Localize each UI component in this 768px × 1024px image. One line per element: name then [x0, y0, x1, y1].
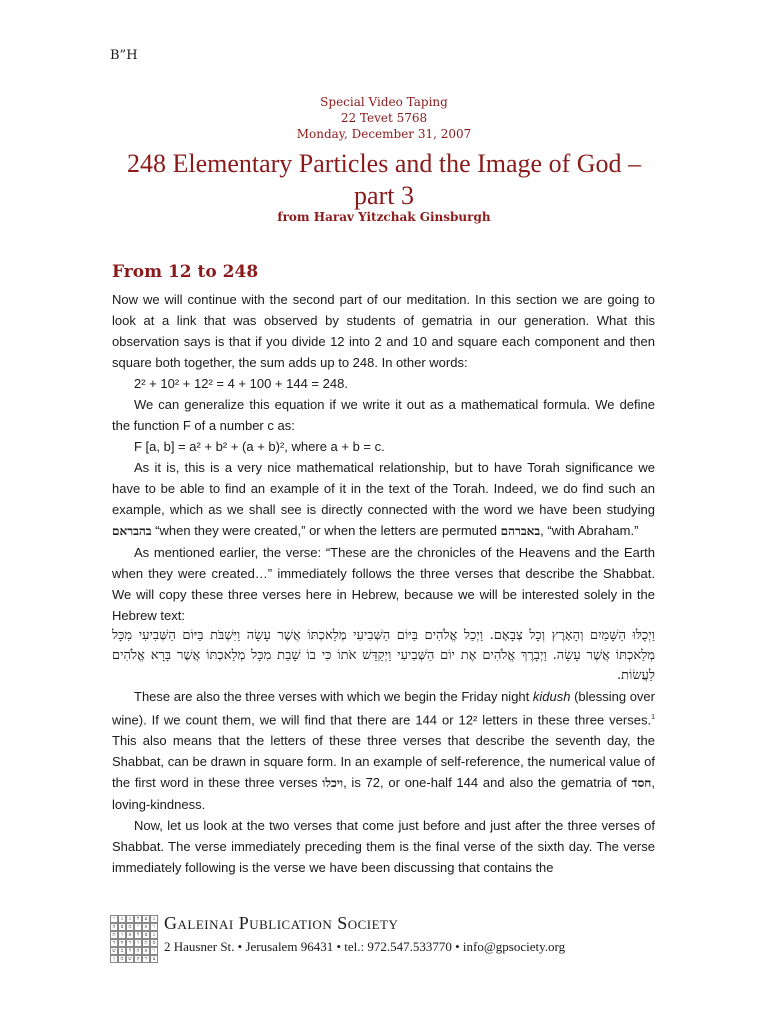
society-address: 2 Hausner St. • Jerusalem 96431 • tel.: 972.547.533770 • info@gpsociety.org: [164, 939, 566, 954]
society-logo-icon: [110, 915, 158, 963]
logo-cell: ע: [142, 915, 150, 923]
logo-cell: י: [110, 915, 118, 923]
logo-cell: י: [134, 923, 142, 931]
formula-2: F [a, b] = a² + b² + (a + b)², where a + b = c.: [134, 439, 385, 454]
logo-cell: ג: [118, 915, 126, 923]
logo-cell: פ: [118, 923, 126, 931]
logo-cell: צ: [150, 955, 158, 963]
logo-cell: נ: [150, 931, 158, 939]
logo-cell: ש: [110, 947, 118, 955]
logo-cell: ג: [150, 915, 158, 923]
logo-cell: ת: [110, 931, 118, 939]
logo-cell: נ: [126, 915, 134, 923]
logo-cell: ח: [118, 939, 126, 947]
title-line-1: 248 Elementary Particles and the Image of God –: [126, 149, 642, 178]
paragraph-2: We can generalize this equation if we write it out as a mathematical formula. We define the function F of a number c as:: [112, 397, 655, 433]
footnote-ref: 1: [651, 714, 655, 721]
logo-cell: פ: [142, 931, 150, 939]
logo-cell: א: [142, 923, 150, 931]
logo-cell: מ: [126, 923, 134, 931]
logo-cell: ק: [134, 955, 142, 963]
formula-1: 2² + 10² + 12² = 4 + 100 + 144 = 248.: [134, 376, 348, 391]
hebrew-word-bavraham: באברהם: [500, 524, 541, 538]
section-heading: From 12 to 248: [112, 262, 259, 282]
logo-cell: א: [126, 931, 134, 939]
paragraph-4: As mentioned earlier, the verse: “These are the chronicles of the Heavens and the Earth when they were created…” immediately follows the three verses that describe the Shabbat. We will copy these three verses here in Hebrew, because we will be interested solely in the Hebrew text:: [112, 545, 655, 623]
society-name: Galeinai Publication Society: [164, 913, 399, 933]
logo-cell: ו: [150, 923, 158, 931]
hebrew-word-bhibaram: בהבראם: [112, 524, 152, 538]
paragraph-3: As it is, this is a very nice mathematical relationship, but to have Torah significance we have to be able to find an example of it in the text of the Torah. Indeed, we do find such an example, which as we shall see is directly connected with the word we have been studying בהבראם “when they were created,” or when the letters are permuted באברהם, “with Abraham.”: [112, 460, 655, 538]
hebrew-date: 22 Tevet 5768: [340, 111, 428, 125]
paragraph-5: These are also the three verses with which we begin the Friday night kidush (blessing over wine). If we count them, we will find that there are 144 or 12² letters in these three verses.$^1$ This also means that the letters of these three verses that describe the seventh day, the Shabbat, can be drawn in square form. In an example of self-reference, the numerical value of the first word in these three verses ויכלו, is 72, or one-half 144 and also the gematria of חסד, loving-kindness.: [112, 689, 655, 813]
logo-cell: ת: [142, 939, 150, 947]
logo-cell: ל: [134, 915, 142, 923]
hebrew-verses: וַיְכֻלּוּ הַשָּׁמַיִם וְהָאָרֶץ וְכָל צְבָאָם. וַיְכַל אֱלֹהִים בַּיּוֹם הַשְּׁבִיעִי מְלַאכְתּוֹ אֲשֶׁר עָשָׂה וַיִּשְׁבֹּת בַּיּוֹם הַשְּׁבִיעִי מִכָּל מְלַאכְתּוֹ אֲשֶׁר עָשָׂה. וַיְבָרֶךְ אֱלֹהִים אֶת יוֹם הַשְּׁבִיעִי וַיְקַדֵּשׁ אֹתוֹ כִּי בוֹ שָׁבַת מִכָּל מְלַאכְתּוֹ אֲשֶׁר בָּרָא אֱלֹהִים לַעֲשׂוֹת.: [112, 628, 655, 683]
logo-cell: ה: [110, 923, 118, 931]
logo-cell: ו: [118, 931, 126, 939]
title-line-2: part 3: [354, 181, 414, 210]
bh-mark: B”H: [110, 48, 138, 63]
logo-cell: ל: [134, 931, 142, 939]
footer: [110, 913, 670, 963]
gregorian-date: Monday, December 31, 2007: [296, 127, 472, 141]
logo-cell: ה: [134, 947, 142, 955]
logo-cell: ר: [126, 939, 134, 947]
logo-cell: ד: [110, 939, 118, 947]
hebrew-word-chesed: חסד: [631, 776, 652, 791]
page-title: [0, 148, 768, 212]
logo-cell: ו: [134, 939, 142, 947]
article-body: [112, 289, 655, 878]
logo-cell: ס: [150, 939, 158, 947]
logo-cell: ו: [150, 947, 158, 955]
event-label: Special Video Taping: [320, 95, 448, 109]
paragraph-1: Now we will continue with the second part of our meditation. In this section we are going to look at a link that was observed by students of gematria in our generation. What this observation says is that if you divide 12 into 2 and 10 and square each component and then square both together, the sum adds up to 248. In other words:: [112, 292, 655, 370]
logo-cell: א: [142, 947, 150, 955]
paragraph-6: Now, let us look at the two verses that come just before and just after the three verses of Shabbat. The verse immediately preceding them is the final verse of the sixth day. The verse immediately following is the verse we have been discussing that contains the: [112, 818, 655, 876]
logo-cell: ב: [118, 947, 126, 955]
logo-cell: ר: [142, 955, 150, 963]
hebrew-word-vayechulu: ויכלו: [322, 776, 344, 791]
logo-cell: ש: [126, 955, 134, 963]
byline: from Harav Yitzchak Ginsburgh: [277, 210, 491, 224]
logo-cell: ל: [126, 947, 134, 955]
logo-cell: מ: [118, 955, 126, 963]
logo-cell: ן: [110, 955, 118, 963]
